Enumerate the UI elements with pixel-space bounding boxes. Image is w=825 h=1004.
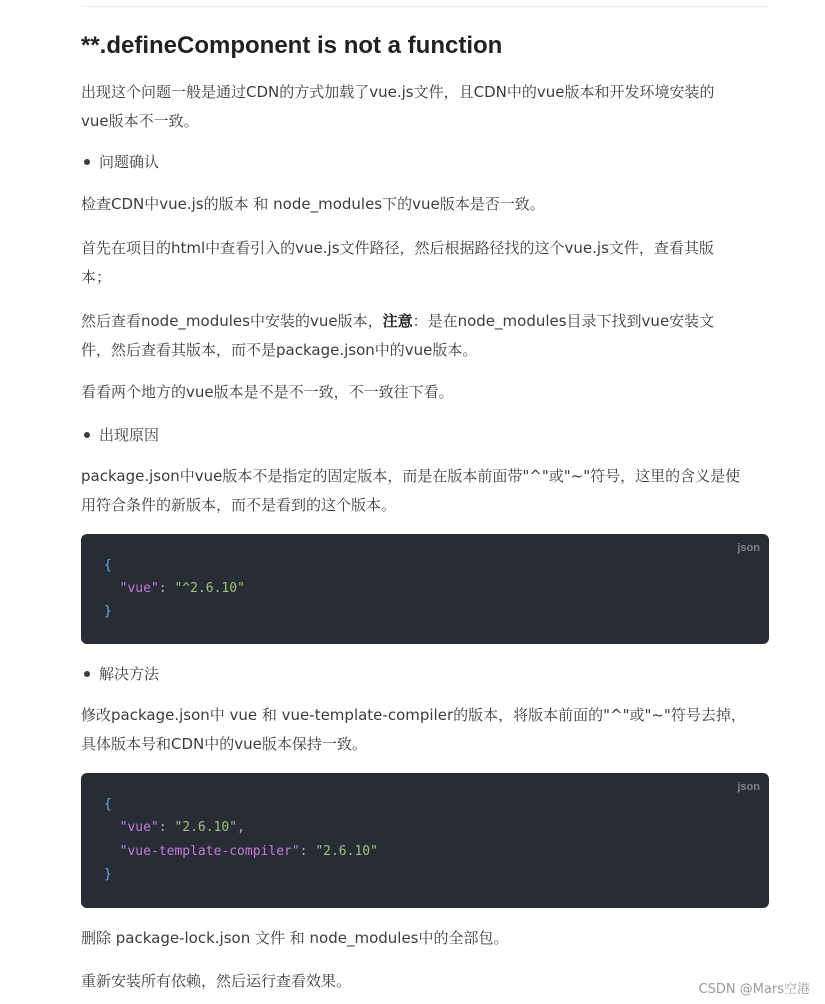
nm-check-part-2: ：是在node_modules目录下找到vue安装文 — [412, 312, 715, 330]
csdn-watermark: CSDN @Mars空港 — [698, 982, 810, 997]
nm-check-part-1: 然后查看node_modules中安装的vue版本， — [81, 312, 383, 330]
intro-line-2: vue版本不一致。 — [81, 112, 199, 130]
top-divider — [81, 6, 769, 7]
code-language-label: json — [737, 781, 760, 793]
solution-line-1: 修改package.json中 vue 和 vue-template-compiler的版本，将版本前面的"^"或"~"符号去掉， — [81, 706, 746, 724]
code-value: "2.6.10" — [315, 844, 378, 859]
bullet-label: 出现原因 — [99, 426, 160, 444]
bullet-dot-icon — [84, 159, 90, 165]
intro-paragraph — [81, 78, 769, 136]
reinstall-paragraph: 重新安装所有依赖，然后运行查看效果。 — [81, 972, 352, 990]
code-line: "vue-template-compiler": "2.6.10" — [119, 844, 378, 859]
solution-paragraph — [81, 701, 769, 759]
code-open-brace: { — [104, 558, 112, 573]
html-check-paragraph — [81, 234, 769, 292]
bullet-cause — [81, 423, 159, 447]
bullet-label: 解决方法 — [99, 665, 160, 683]
code-value: "2.6.10" — [174, 820, 238, 835]
cause-line-1: package.json中vue版本不是指定的固定版本，而是在版本前面带"^"或"~"符号，这里的含义是使 — [81, 467, 741, 485]
bullet-solution — [81, 662, 159, 686]
article-heading: **.defineComponent is not a function — [81, 32, 503, 59]
code-key: "vue" — [119, 581, 159, 596]
delete-paragraph: 删除 package-lock.json 文件 和 node_modules中的全部包。 — [81, 929, 509, 947]
code-key: "vue-template-compiler" — [119, 844, 300, 859]
bullet-dot-icon — [84, 432, 90, 438]
code-language-label: json — [737, 542, 760, 554]
code-line: "vue": "2.6.10", — [119, 820, 245, 835]
check-paragraph: 检查CDN中vue.js的版本 和 node_modules下的vue版本是否一致。 — [81, 195, 545, 213]
code-open-brace: { — [104, 797, 112, 812]
code-close-brace: } — [104, 867, 112, 882]
code-line — [104, 602, 112, 622]
code-line — [104, 795, 112, 815]
code-value: "^2.6.10" — [174, 581, 245, 596]
node-modules-check-paragraph — [81, 307, 769, 365]
cause-line-2: 用符合条件的新版本，而不是看到的这个版本。 — [81, 496, 397, 514]
code-close-brace: } — [104, 604, 112, 619]
solution-line-2: 具体版本号和CDN中的vue版本保持一致。 — [81, 735, 367, 753]
code-line: "vue": "^2.6.10" — [119, 581, 245, 596]
bullet-dot-icon — [84, 671, 90, 677]
nm-check-line-2: 件，然后查看其版本，而不是package.json中的vue版本。 — [81, 341, 478, 359]
code-block-caret-version[interactable] — [81, 534, 769, 644]
html-check-line-1: 首先在项目的html中查看引入的vue.js文件路径，然后根据路径找的这个vue.js文件，查看其版 — [81, 239, 714, 257]
compare-paragraph: 看看两个地方的vue版本是不是不一致，不一致往下看。 — [81, 383, 454, 401]
note-emphasis: 注意 — [382, 312, 413, 330]
bullet-problem-confirm — [81, 150, 159, 174]
cause-paragraph — [81, 462, 769, 520]
code-key: "vue" — [119, 820, 159, 835]
code-line — [104, 865, 112, 885]
code-line — [104, 556, 112, 576]
code-block-fixed-version[interactable] — [81, 773, 769, 908]
html-check-line-2: 本； — [81, 268, 112, 286]
bullet-label: 问题确认 — [99, 153, 160, 171]
intro-line-1: 出现这个问题一般是通过CDN的方式加载了vue.js文件，且CDN中的vue版本和开发环境安装的 — [81, 83, 715, 101]
